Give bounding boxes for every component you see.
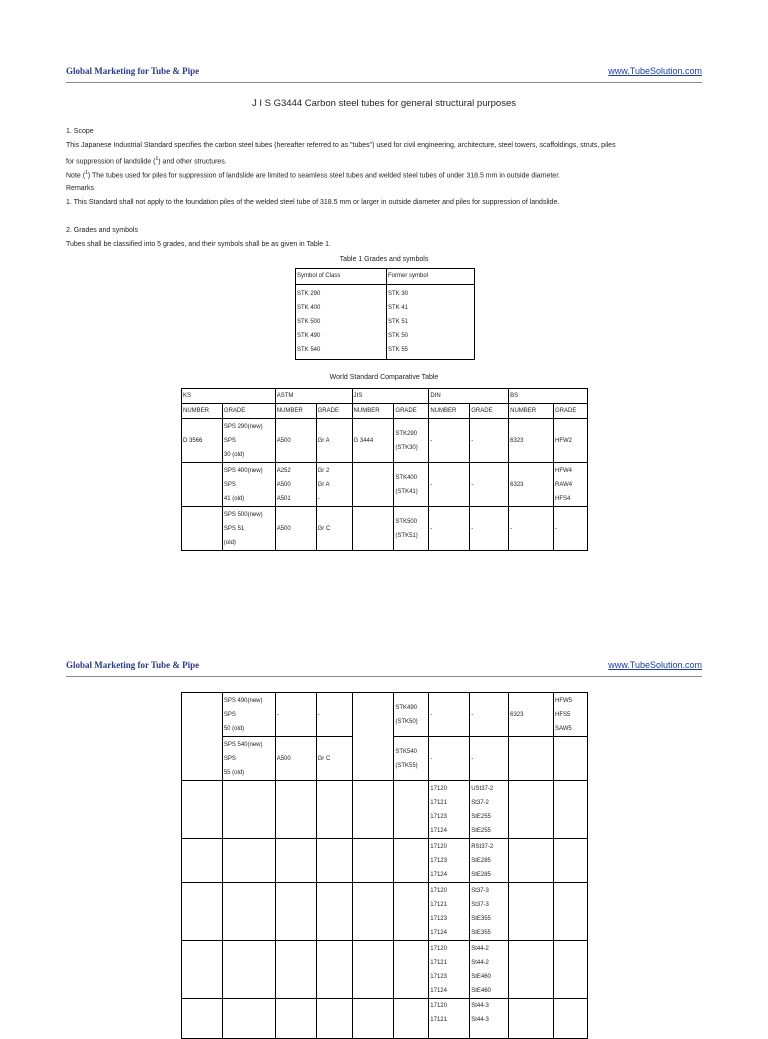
table-row [296,284,475,359]
scope-heading: 1. Scope [66,128,94,135]
cell-line: 55 (old) [223,769,245,776]
astm-number: A500 [275,507,316,551]
cell-line: A501 [276,495,291,502]
bs-number: 6323 [509,419,554,463]
ks-grade [222,737,275,781]
footnote-ref: 1 [155,156,159,162]
subheader-number: NUMBER [352,404,394,419]
empty-cell [316,999,352,1039]
din-number [429,999,470,1039]
subheader-number: NUMBER [509,404,554,419]
empty-cell [394,999,429,1039]
ks-grade [222,507,275,551]
cell-line: SPS 400(new) [223,467,263,474]
din-number: - [429,419,470,463]
empty-cell [275,999,316,1039]
header-brand: Global Marketing for Tube & Pipe [66,660,200,670]
cell-line: 17123 [430,973,447,980]
note-text-a: Note ( [66,172,86,180]
cell-line: A500 [276,481,291,488]
jis-number: G 3444 [352,419,394,463]
empty-cell [316,941,352,999]
empty-cell [553,941,587,999]
cell-line: St44-2 [471,945,489,952]
ks-grade [222,463,275,507]
cell-line: 41 (old) [223,495,245,502]
cell-line: HFW4 [555,467,573,474]
ks-grade [222,419,275,463]
din-grade: - [470,419,509,463]
cell-line: 50 (old) [223,725,245,732]
bs-grade: - [554,507,588,551]
empty-cell [182,941,223,999]
bs-grade [553,693,587,737]
cell-line: 17123 [430,915,447,922]
bs-number: 6323 [509,463,554,507]
empty-cell [222,999,275,1039]
cell-line: SAW5 [554,725,572,732]
cell-line: RSt37-2 [471,843,494,850]
cell-line: 17121 [430,799,447,806]
cell-line: SPS 500(new) [223,511,263,518]
empty-cell [352,839,394,883]
table1-cell: STK 41 [388,304,409,311]
astm-grade: - [316,693,352,737]
cell-line: Gr A [317,481,330,488]
group-din: DIN [429,389,509,404]
empty-cell [275,839,316,883]
subheader-grade: GRADE [470,404,509,419]
cell-line: (STK55) [395,762,418,769]
empty-cell [352,999,394,1039]
cell-line: HFW5 [554,697,572,704]
cell-line: SPS 290(new) [223,423,263,430]
din-number [429,883,470,941]
ks-grade [222,693,275,737]
jis-grade [394,463,429,507]
cell-line: StE460 [471,973,491,980]
bs-grade-empty [553,737,587,781]
cell-line: St37-3 [471,901,489,908]
cell-line: (STK51) [395,532,418,539]
bs-grade: HFW2 [554,419,588,463]
cell-line: 17120 [430,1003,447,1009]
empty-cell [509,941,554,999]
astm-number: - [275,693,316,737]
subheader-grade: GRADE [394,404,429,419]
jis-number-empty [352,693,394,781]
subheader-grade: GRADE [316,404,352,419]
cell-line: 17123 [430,813,447,820]
table-row [182,781,588,839]
cell-line: St37-3 [471,887,489,894]
table1-body-symbols [296,284,387,359]
astm-grade: Gr C [316,737,352,781]
table-row [182,389,588,404]
cell-line: StE255 [471,827,491,834]
comparative-table-caption: World Standard Comparative Table [329,374,439,381]
cell-line: St44-2 [471,959,489,966]
table-row [182,839,588,883]
subheader-grade: GRADE [222,404,275,419]
cell-line: StE460 [471,987,491,994]
astm-number: A500 [275,737,316,781]
ks-number-empty [182,463,223,507]
empty-cell [222,781,275,839]
cell-line: SPS [223,437,236,444]
table-row [182,507,588,551]
din-grade: - [470,463,509,507]
cell-line: - [317,495,320,502]
note-line [66,170,560,179]
din-number: - [429,463,470,507]
din-number: - [429,693,470,737]
ks-number-empty [182,507,223,551]
scope-paragraph-line1: This Japanese Industrial Standard specifies the carbon steel tubes (hereafter referred to as "tubes") used for civil engineering, architecture, steel towers, scaffoldings, struts, piles [66,142,616,149]
cell-line: StE285 [471,871,491,878]
jis-number-empty [352,463,394,507]
cell-line: StE255 [471,813,491,820]
empty-cell [553,839,587,883]
din-grade: - [470,507,509,551]
table-row [182,999,588,1039]
header-brand: Global Marketing for Tube & Pipe [66,66,200,76]
cell-line: STK490 [395,704,418,711]
empty-cell [509,883,554,941]
astm-number: A500 [275,419,316,463]
empty-cell [394,941,429,999]
remark-1: 1. This Standard shall not apply to the foundation piles of the welded steel tube of 318.5 mm or larger in outside diameter and piles for suppression of landslide. [66,199,560,206]
empty-cell [182,883,223,941]
empty-cell [509,999,554,1039]
cell-line: USt37-2 [471,785,494,792]
din-grade: - [470,737,509,781]
jis-grade [394,419,429,463]
group-jis: JIS [352,389,429,404]
table1-cell: STK 55 [388,346,409,353]
cell-line: 17121 [430,901,447,908]
remarks-label: Remarks [66,185,95,192]
bs-number-empty [509,737,554,781]
empty-cell [352,941,394,999]
table1-header-former: Former symbol [387,269,475,285]
empty-cell [394,883,429,941]
jis-grade [394,737,429,781]
table1-caption: Table 1 Grades and symbols [339,256,429,263]
din-number: - [429,737,470,781]
page-header [66,660,702,677]
cell-line: SPS [223,755,236,762]
din-grade: - [470,693,509,737]
table1-cell: STK 540 [297,346,321,353]
cell-line: 17123 [430,857,447,864]
cell-line: HFS5 [554,711,571,718]
empty-cell [394,839,429,883]
empty-cell [553,781,587,839]
group-astm: ASTM [275,389,352,404]
cell-line: STK290 [395,430,418,437]
cell-line: SPS [223,711,236,718]
empty-cell [509,781,554,839]
cell-line: A252 [276,467,291,474]
cell-line: 17121 [430,1017,447,1023]
comparative-table-continued [181,692,588,1039]
empty-cell [182,839,223,883]
cell-line: 17124 [430,987,447,994]
cell-line: SPS 490(new) [223,697,263,704]
cell-line: StE285 [471,857,491,864]
empty-cell [316,781,352,839]
table-row [182,941,588,999]
cell-line: STK540 [395,748,418,755]
table1-body-former [387,284,475,359]
empty-cell [275,781,316,839]
astm-grade: Gr C [316,507,352,551]
table1-header-symbol: Symbol of Class [296,269,387,285]
comparative-table [181,388,588,551]
note-footnote-ref: 1 [85,170,88,176]
empty-cell [352,883,394,941]
header-link[interactable]: www.TubeSolution.com [608,660,702,670]
ks-number-empty [182,693,223,781]
empty-cell [316,883,352,941]
cell-line: 17120 [430,887,447,894]
empty-cell [352,781,394,839]
cell-line: (old) [223,539,236,546]
cell-line: RAW4 [555,481,573,488]
subheader-number: NUMBER [429,404,470,419]
cell-line: 30 (old) [223,451,245,458]
empty-cell [553,999,587,1039]
astm-number [275,463,316,507]
cell-line: SPS [223,481,236,488]
scope-text-a: for suppression of landslide ( [66,158,156,166]
group-ks: KS [182,389,276,404]
cell-line: STK400 [395,474,418,481]
grades-heading: 2. Grades and symbols [66,227,138,234]
subheader-number: NUMBER [275,404,316,419]
cell-line: Gr 2 [317,467,330,474]
table-row [182,463,588,507]
astm-grade: Gr A [316,419,352,463]
din-grade [470,839,509,883]
cell-line: (STK41) [395,488,418,495]
empty-cell [316,839,352,883]
header-link[interactable]: www.TubeSolution.com [608,66,702,76]
cell-line: HFS4 [555,495,571,502]
table1-cell: STK 51 [388,318,409,325]
group-bs: BS [509,389,588,404]
cell-line: St37-2 [471,799,489,806]
subheader-grade: GRADE [554,404,588,419]
din-number: - [429,507,470,551]
cell-line: StE355 [471,929,491,936]
cell-line: STK500 [395,518,418,525]
note-text-b: ) The tubes used for piles for suppression of landslide are limited to seamless steel tubes and welded steel tubes of under 318.5 mm in outside diameter. [87,172,561,180]
cell-line: St44-3 [471,1017,489,1023]
subheader-number: NUMBER [182,404,223,419]
scope-text-b: ) and other structures. [158,158,227,166]
cell-line: 17120 [430,945,447,952]
table-row [182,883,588,941]
ks-number: D 3566 [182,419,223,463]
cell-line: (STK30) [395,444,418,451]
empty-cell [222,839,275,883]
grades-table [295,268,475,360]
cell-line: 17120 [430,785,447,792]
din-grade [470,883,509,941]
bs-number: 6323 [509,693,554,737]
din-grade [470,781,509,839]
jis-grade [394,507,429,551]
scope-paragraph-line2 [66,156,227,165]
empty-cell [275,941,316,999]
cell-line: SPS 540(new) [223,741,263,748]
table1-cell: STK 490 [297,332,321,339]
cell-line: StE355 [471,915,491,922]
empty-cell [509,839,554,883]
cell-line: 17124 [430,827,447,834]
cell-line: 17120 [430,843,447,850]
din-number [429,781,470,839]
table1-cell: STK 30 [388,290,409,297]
cell-line: SPS 51 [223,525,245,532]
grades-text: Tubes shall be classified into 5 grades, and their symbols shall be as given in Table 1. [66,241,331,248]
bs-grade [554,463,588,507]
cell-line: 17124 [430,929,447,936]
table-row [182,404,588,419]
page-header [66,66,702,83]
empty-cell [394,781,429,839]
cell-line: St44-3 [471,1003,489,1009]
astm-grade [316,463,352,507]
table1-cell: STK 50 [388,332,409,339]
cell-line: 17121 [430,959,447,966]
empty-cell [275,883,316,941]
empty-cell [182,999,223,1039]
jis-number-empty [352,507,394,551]
din-number [429,941,470,999]
empty-cell [553,883,587,941]
jis-grade [394,693,429,737]
cell-line: 17124 [430,871,447,878]
table1-cell: STK 500 [297,318,321,325]
din-grade [470,941,509,999]
bs-number: - [509,507,554,551]
empty-cell [182,781,223,839]
document-title: J I S G3444 Carbon steel tubes for general structural purposes [251,98,517,109]
din-grade [470,999,509,1039]
table-row [182,419,588,463]
table1-cell: STK 400 [297,304,321,311]
table-row [182,693,588,737]
empty-cell [222,941,275,999]
din-number [429,839,470,883]
cell-line: (STK50) [395,718,418,725]
table1-cell: STK 290 [297,290,321,297]
empty-cell [222,883,275,941]
